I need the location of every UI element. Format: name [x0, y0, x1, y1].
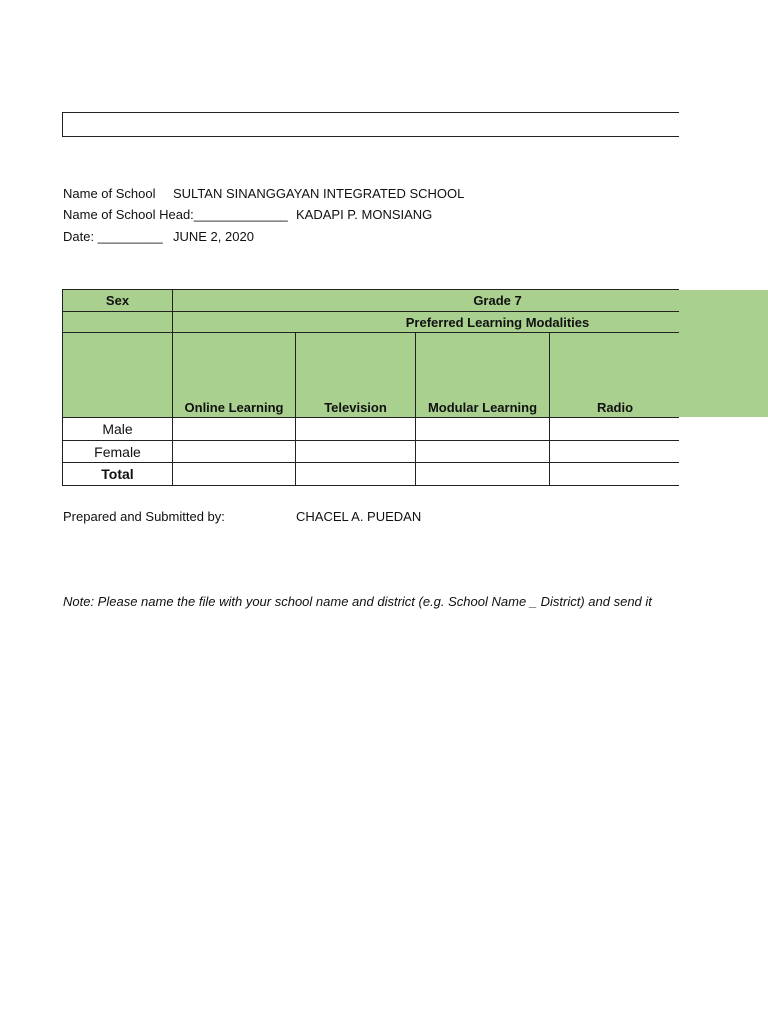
table-cell[interactable] — [550, 463, 680, 486]
table-cell[interactable] — [416, 441, 550, 463]
note-text: Note: Please name the file with your school name and district (e.g. School Name _ District) and send it — [63, 594, 652, 609]
row-label: Female — [63, 441, 173, 463]
table-cell[interactable] — [296, 441, 416, 463]
school-name-line — [63, 186, 465, 201]
table-cell[interactable] — [550, 441, 680, 463]
table-row — [63, 463, 680, 486]
green-side-block — [679, 290, 768, 417]
row-label: Male — [63, 418, 173, 441]
prepared-value: CHACEL A. PUEDAN — [296, 509, 422, 524]
school-head-line — [63, 207, 433, 222]
sex-header: Sex — [63, 290, 173, 312]
column-header: Radio — [550, 333, 680, 418]
date-label: Date: _________ — [63, 229, 163, 244]
blank-column-header — [63, 333, 173, 418]
school-head-label: Name of School Head:_____________ — [63, 207, 288, 222]
table-header-row — [63, 290, 680, 312]
table-cell[interactable] — [173, 441, 296, 463]
column-header: Online Learning — [173, 333, 296, 418]
table-row — [63, 441, 680, 463]
table-cell[interactable] — [416, 463, 550, 486]
row-label: Total — [63, 463, 173, 486]
table-cell[interactable] — [296, 418, 416, 441]
prepared-line — [63, 509, 422, 524]
column-header: Television — [296, 333, 416, 418]
school-head-value: KADAPI P. MONSIANG — [296, 207, 433, 222]
table-subheader-row — [63, 312, 680, 333]
school-name-value: SULTAN SINANGGAYAN INTEGRATED SCHOOL — [173, 186, 465, 201]
modalities-table — [62, 289, 679, 486]
table-cell[interactable] — [173, 463, 296, 486]
modalities-header — [173, 312, 680, 333]
title-box — [62, 112, 679, 137]
date-value: JUNE 2, 2020 — [173, 229, 254, 244]
table-cell[interactable] — [296, 463, 416, 486]
blank-header-cell — [63, 312, 173, 333]
table-row — [63, 418, 680, 441]
table-cell[interactable] — [550, 418, 680, 441]
table-cell[interactable] — [173, 418, 296, 441]
column-header-row — [63, 333, 680, 418]
grade-header-label: Grade 7 — [473, 293, 522, 308]
column-header: Modular Learning — [416, 333, 550, 418]
date-line — [63, 229, 254, 244]
grade-header — [173, 290, 680, 312]
table-cell[interactable] — [416, 418, 550, 441]
school-name-label: Name of School — [63, 186, 156, 201]
prepared-label: Prepared and Submitted by: — [63, 509, 225, 524]
modalities-header-label: Preferred Learning Modalities — [405, 314, 590, 330]
